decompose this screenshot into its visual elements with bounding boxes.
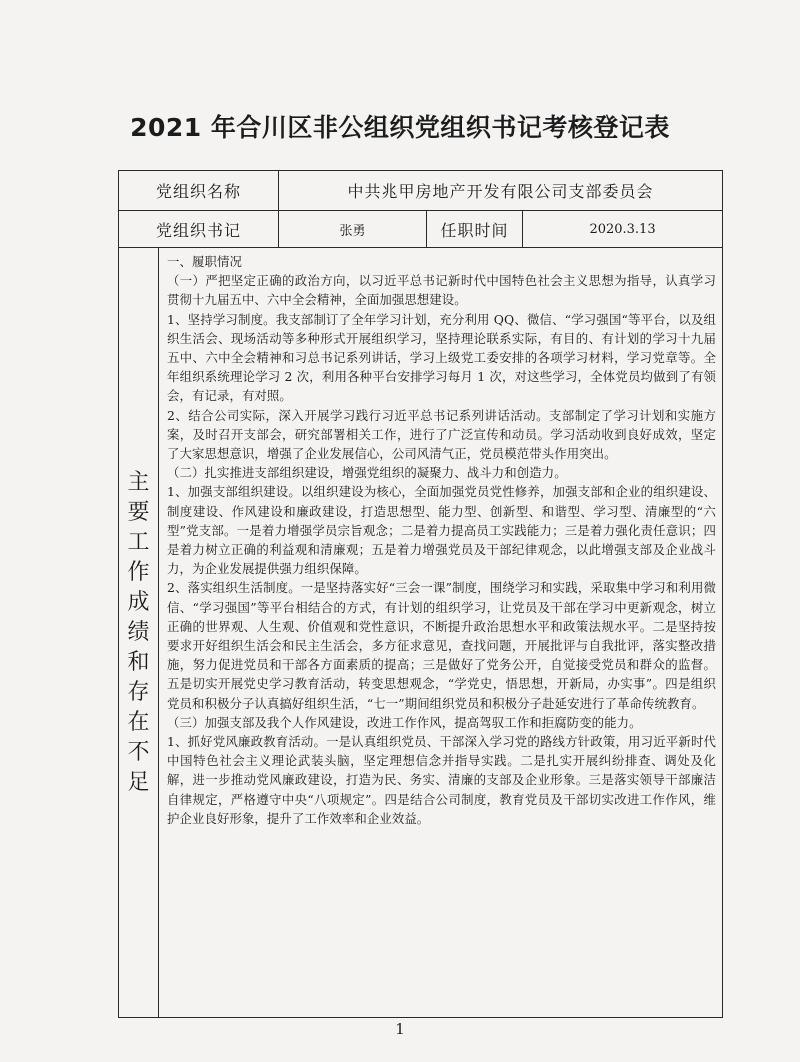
paragraph: 1、抓好党风廉政教育活动。一是认真组织党员、干部深入学习党的路线方针政策，用习近平新时代中国特色社会主义理论武装头脑，坚定理想信念并指导实践。二是扎实开展纠纷排查、调处及化解，进一步推动党风廉政建设，打造为民、务实、清廉的支部及企业形象。三是落实领导干部廉洁自律规定，严格遵守中央“八项规定”。四是结合公司制度，教育党员及干部切实改进工作作风，维护企业良好形象，提升了工作效率和企业效益。 bbox=[167, 734, 717, 826]
tenure-label: 任职时间 bbox=[427, 211, 523, 248]
paragraph: 2、落实组织生活制度。一是坚持落实好“三会一课”制度，围绕学习和实践，采取集中学习和利用微信、“学习强国”等平台相结合的方式，有计划的组织学习，让党员及干部在学习中更新观念，树立正确的世界观、人生观、价值观和党性意识，不断提升政治思想水平和政策法规水平。二是坚持按要求开好组织生活会和民主生活会，多方征求意见，查找问题，开展批评与自我批评，落实整改措施，努力促进党员和干部各方面素质的提高；三是做好了党务公开，自觉接受党员和群众的监督。五是切实开展党史学习教育活动，转变思想观念，“学党史，悟思想，开新局，办实事”。四是组织党员和积极分子认真搞好组织生活，“七一”期间组织党员和积极分子赴延安进行了革命传统教育。 bbox=[167, 580, 717, 711]
org-name-label: 党组织名称 bbox=[119, 171, 279, 211]
table-row bbox=[119, 211, 723, 248]
org-name-value: 中共兆甲房地产开发有限公司支部委员会 bbox=[279, 171, 723, 211]
paragraph: （二）扎实推进支部组织建设，增强党组织的凝聚力、战斗力和创造力。 bbox=[167, 465, 567, 481]
paragraph: 1、加强支部组织建设。以组织建设为核心，全面加强党员党性修养，加强支部和企业的组织建设、制度建设、作风建设和廉政建设，打造思想型、能力型、创新型、和谐型、学习型、清廉型的“六型”党支部。一是着力增强学员宗旨观念；二是着力提高员工实践能力；三是着力强化责任意识；四是着力树立正确的利益观和清廉观；五是着力增强党员及干部纪律观念，以此增强支部及企业战斗力，为企业发展提供强力组织保障。 bbox=[167, 484, 717, 577]
page-number: 1 bbox=[395, 1020, 405, 1038]
paragraph: （一）严把坚定正确的政治方向，以习近平总书记新时代中国特色社会主义思想为指导，认真学习贯彻十九届五中、六中全会精神，全面加强思想建设。 bbox=[167, 273, 717, 308]
work-content bbox=[159, 248, 723, 1018]
paragraph: 2、结合公司实际，深入开展学习践行习近平总书记系列讲话活动。支部制定了学习计划和实施方案，及时召开支部会，研究部署相关工作，进行了广泛宣传和动员。学习活动收到良好成效，坚定了大家思想意识，增强了企业发展信心，公司风清气正，党员模范带头作用突出。 bbox=[167, 407, 717, 462]
paragraph: 1、坚持学习制度。我支部制订了全年学习计划，充分利用 QQ、微信、“学习强国“等平台，以及组织生活会、现场活动等多种形式开展组织学习，坚持理论联系实际，有目的、有计划的学习十九届五中、六中全会精神和习总书记系列讲话，学习上级党工委安排的各项学习材料，学习党章等。全年组织系统理论学习 2 次，利用各种平台安排学习每月 1 次，对这些学习，全体党员均做到了有领会，有记录，有对照。 bbox=[167, 311, 717, 404]
paragraph: 一、履职情况 bbox=[167, 254, 242, 269]
secretary-name: 张勇 bbox=[279, 211, 427, 248]
table-row bbox=[119, 171, 723, 211]
table-row bbox=[119, 248, 723, 1018]
page-title: 2021 年合川区非公组织党组织书记考核登记表 bbox=[130, 113, 670, 142]
section-side-label: 主 要 工 作 成 绩 和 存 在 不 足 bbox=[119, 248, 159, 1018]
registration-table bbox=[118, 170, 723, 1018]
secretary-label: 党组织书记 bbox=[119, 211, 279, 248]
paragraph: （三）加强支部及我个人作风建设，改进工作作风，提高驾驭工作和拒腐防变的能力。 bbox=[167, 714, 642, 730]
tenure-value: 2020.3.13 bbox=[523, 211, 723, 248]
